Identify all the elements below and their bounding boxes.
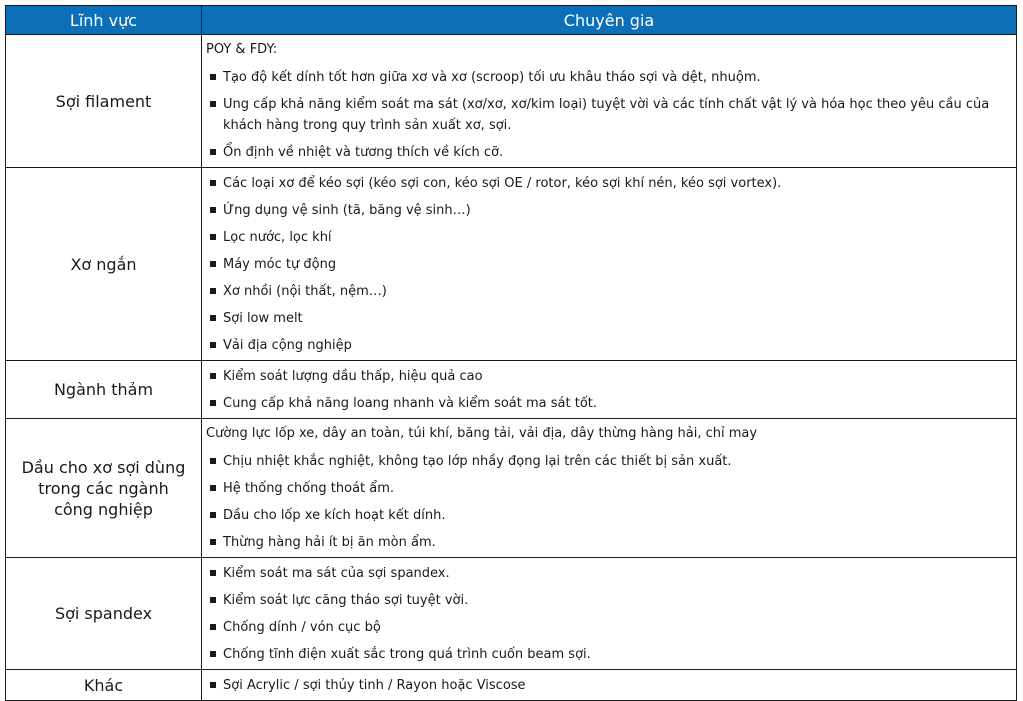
list-item-text: Các loại xơ để kéo sợi (kéo sợi con, kéo sợi OE / rotor, kéo sợi khí nén, kéo sợi vortex). [223,176,782,191]
list-item [206,91,1012,139]
square-bullet-icon [210,342,216,348]
list-item [206,475,1012,502]
list-item-text: Ổn định về nhiệt và tương thích về kích cỡ. [223,145,504,160]
field-cell: Dầu cho xơ sợi dùng trong các ngành công nghiệp [6,419,202,558]
list-item [206,170,1012,197]
expert-cell [202,670,1017,701]
list-item-text: Dầu cho lốp xe kích hoạt kết dính. [223,508,446,523]
list-item-text: Máy móc tự động [223,257,337,272]
square-bullet-icon [210,624,216,630]
square-bullet-icon [210,288,216,294]
list-item-text: Sợi low melt [223,311,303,326]
list-item-text: Kiểm soát lượng dầu thấp, hiệu quả cao [223,369,483,384]
square-bullet-icon [210,74,216,80]
square-bullet-icon [210,180,216,186]
list-item [206,587,1012,614]
list-item [206,363,1012,390]
list-item-text: Lọc nước, lọc khí [223,230,332,245]
square-bullet-icon [210,101,216,107]
list-item-text: Chống dính / vón cục bộ [223,620,381,635]
square-bullet-icon [210,485,216,491]
table-row [6,419,1017,558]
table-row [6,35,1017,168]
expert-cell [202,361,1017,419]
list-item [206,305,1012,332]
square-bullet-icon [210,234,216,240]
square-bullet-icon [210,682,216,688]
list-item [206,224,1012,251]
list-item-text: Hệ thống chống thoát ẩm. [223,481,395,496]
square-bullet-icon [210,149,216,155]
expert-cell [202,168,1017,361]
square-bullet-icon [210,597,216,603]
list-item [206,197,1012,224]
expert-cell [202,419,1017,558]
table-row [6,670,1017,701]
header-expert: Chuyên gia [202,6,1017,35]
list-item [206,672,1012,699]
expertise-table-container [5,5,1017,701]
list-item [206,502,1012,529]
square-bullet-icon [210,400,216,406]
list-item [206,251,1012,278]
expert-cell [202,35,1017,168]
square-bullet-icon [210,373,216,379]
field-cell: Khác [6,670,202,701]
list-item [206,278,1012,305]
list-item [206,64,1012,91]
list-item [206,332,1012,359]
field-cell: Sợi spandex [6,558,202,670]
square-bullet-icon [210,261,216,267]
square-bullet-icon [210,512,216,518]
square-bullet-icon [210,570,216,576]
table-body [6,35,1017,701]
list-item-text: Ứng dụng vệ sinh (tã, băng vệ sinh…) [223,203,471,218]
list-item-text: Kiểm soát lực căng tháo sợi tuyệt vời. [223,593,469,608]
list-item [206,139,1012,166]
list-item-text: Vải địa cộng nghiệp [223,338,352,353]
list-item [206,529,1012,556]
expert-cell [202,558,1017,670]
list-item-text: Tạo độ kết dính tốt hơn giữa xơ và xơ (scroop) tối ưu khâu tháo sợi và dệt, nhuộm. [223,70,761,85]
expertise-table [5,5,1017,701]
table-row [6,361,1017,419]
square-bullet-icon [210,207,216,213]
list-item-text: Chống tĩnh điện xuất sắc trong quá trình cuốn beam sợi. [223,647,591,662]
square-bullet-icon [210,458,216,464]
list-item-text: Kiểm soát ma sát của sợi spandex. [223,566,450,581]
table-row [6,168,1017,361]
list-item [206,614,1012,641]
header-row [6,6,1017,35]
list-item [206,448,1012,475]
list-item [206,641,1012,668]
list-item-text: Sợi Acrylic / sợi thủy tinh / Rayon hoặc Viscose [223,678,526,693]
list-item-text: Chịu nhiệt khắc nghiệt, không tạo lớp nhầy đọng lại trên các thiết bị sản xuất. [223,454,732,469]
field-cell: Xơ ngắn [6,168,202,361]
list-item-text: Xơ nhồi (nội thất, nệm…) [223,284,387,299]
header-field: Lĩnh vực [6,6,202,35]
square-bullet-icon [210,651,216,657]
list-item [206,390,1012,417]
list-item-text: Thừng hàng hải ít bị ăn mòn ẩm. [223,535,436,550]
list-item [206,560,1012,587]
table-row [6,558,1017,670]
expert-intro: POY & FDY: [206,42,278,57]
list-item-text: Ung cấp khả năng kiểm soát ma sát (xơ/xơ, xơ/kim loại) tuyệt vời và các tính chất vật lý và hóa học theo yêu cầu của khách hàng trong quy trình sản xuất xơ, sợi. [223,97,990,133]
field-cell: Sợi filament [6,35,202,168]
square-bullet-icon [210,315,216,321]
list-item-text: Cung cấp khả năng loang nhanh và kiểm soát ma sát tốt. [223,396,598,411]
field-cell: Ngành thảm [6,361,202,419]
expert-intro: Cường lực lốp xe, dây an toàn, túi khí, băng tải, vải địa, dây thừng hàng hải, chỉ may [206,426,758,441]
square-bullet-icon [210,539,216,545]
